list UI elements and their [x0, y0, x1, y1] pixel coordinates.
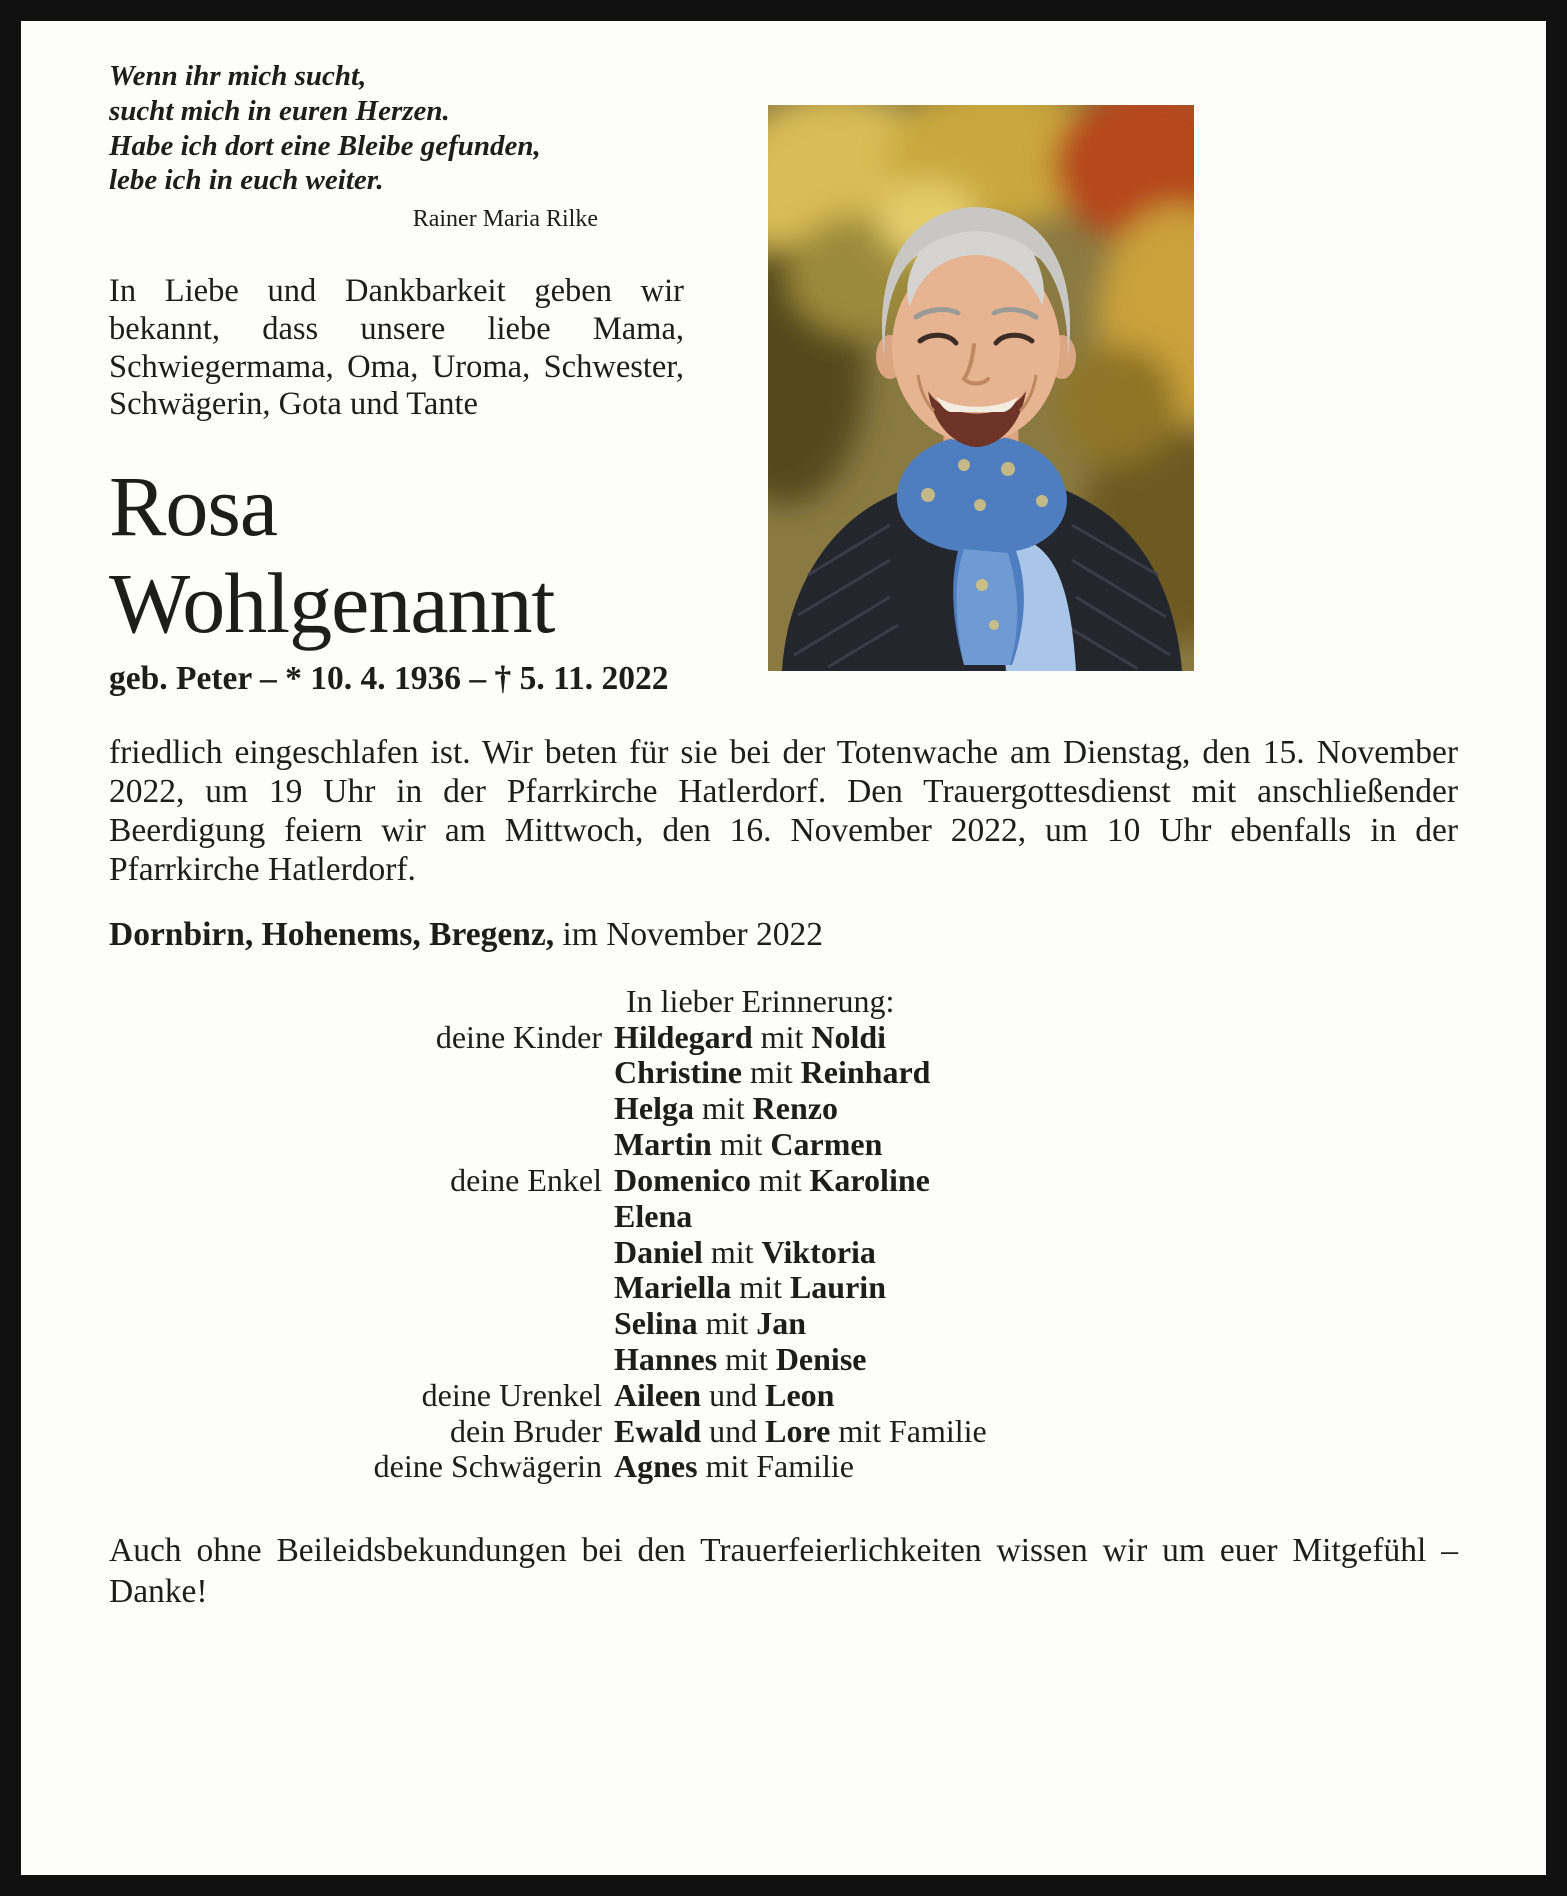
- deceased-last-name: Wohlgenannt: [109, 555, 555, 652]
- memorial-list: [109, 1020, 1458, 1486]
- top-section: [109, 59, 1458, 698]
- relation-label: dein Bruder: [450, 1412, 602, 1449]
- memorial-row: [109, 1235, 1458, 1271]
- dateline-date: im November 2022: [554, 915, 823, 953]
- photo-frame: [768, 105, 1194, 671]
- memorial-row: [109, 1414, 1458, 1450]
- relation-label: [109, 1342, 614, 1378]
- poem-attribution: Rainer Maria Rilke: [412, 206, 598, 233]
- poem-line: Wenn ihr mich sucht,: [109, 60, 367, 92]
- relation-label: [109, 1091, 614, 1127]
- memorial-row: [109, 1306, 1458, 1342]
- closing-text: Auch ohne Beileidsbekundungen bei den Trauerfeierlichkeiten wissen wir um euer Mitgefühl – Danke!: [109, 1532, 1458, 1611]
- relation-label: [109, 1127, 614, 1163]
- poem-line: lebe ich in euch weiter.: [109, 164, 384, 197]
- relation-label: [109, 1199, 614, 1235]
- deceased-first-name: Rosa: [109, 457, 277, 554]
- memorial-row: [109, 1091, 1458, 1127]
- relation-label: deine Kinder: [435, 1018, 602, 1055]
- relation-label: deine Schwägerin: [373, 1448, 602, 1485]
- memorial-row: [109, 1163, 1458, 1199]
- family-names: Helga mit Renzo: [614, 1090, 838, 1127]
- relation-label: [109, 1306, 614, 1342]
- dateline: [109, 916, 1458, 954]
- relation-label: [109, 1055, 614, 1091]
- family-names: Domenico mit Karoline: [614, 1161, 930, 1198]
- family-names: Agnes mit Familie: [614, 1448, 854, 1485]
- deceased-name: [109, 458, 684, 652]
- memorial-row: [109, 1342, 1458, 1378]
- announcement-text: In Liebe und Dankbarkeit geben wir bekannt, dass unsere liebe Mama, Schwiegermama, Oma, Uroma, Schwester, Schwägerin, Gota und Tante: [109, 273, 684, 423]
- family-names: Elena: [614, 1197, 693, 1234]
- family-names: Hannes mit Denise: [614, 1341, 867, 1377]
- family-names: Mariella mit Laurin: [614, 1269, 886, 1306]
- memorial-row: [109, 1055, 1458, 1091]
- relation-label: [109, 1270, 614, 1306]
- memorial-row: [109, 1199, 1458, 1235]
- family-names: Martin mit Carmen: [614, 1126, 883, 1163]
- relation-label: [109, 1235, 614, 1271]
- memorial-row: [109, 1270, 1458, 1306]
- memorial-row: [109, 1127, 1458, 1163]
- family-names: Ewald und Lore mit Familie: [614, 1412, 987, 1449]
- poem-line: Habe ich dort eine Bleibe gefunden,: [109, 129, 541, 162]
- memorial-row: [109, 1020, 1458, 1056]
- memorial-heading: In lieber Erinnerung:: [626, 982, 895, 1019]
- dateline-places: Dornbirn, Hohenems, Bregenz,: [109, 915, 555, 953]
- family-names: Hildegard mit Noldi: [614, 1018, 887, 1055]
- family-names: Christine mit Reinhard: [614, 1054, 931, 1091]
- family-names: Aileen und Leon: [614, 1376, 835, 1413]
- memorial-row: [109, 1378, 1458, 1414]
- family-names: Daniel mit Viktoria: [614, 1233, 876, 1270]
- family-names: Selina mit Jan: [614, 1305, 807, 1342]
- memorial-row: [109, 1449, 1458, 1485]
- memorial-section: [109, 984, 1458, 1486]
- portrait-photo: [768, 105, 1194, 671]
- left-column: [109, 59, 684, 698]
- relation-label: deine Enkel: [450, 1161, 602, 1198]
- poem-line: sucht mich in euren Herzen.: [109, 94, 450, 127]
- obituary-sheet: [21, 21, 1546, 1875]
- relation-label: deine Urenkel: [421, 1376, 602, 1413]
- funeral-text: friedlich eingeschlafen ist. Wir beten für sie bei der Totenwache am Dienstag, den 15. November 2022, um 19 Uhr in der Pfarrkirche Hatlerdorf. Den Trauergottesdienst mit anschließender Beerdigung feiern wir am Mittwoch, den 16. November 2022, um 10 Uhr ebenfalls in der Pfarrkirche Hatlerdorf.: [109, 734, 1458, 888]
- poem: [109, 59, 684, 198]
- life-dates: geb. Peter – * 10. 4. 1936 – † 5. 11. 2022: [109, 660, 669, 698]
